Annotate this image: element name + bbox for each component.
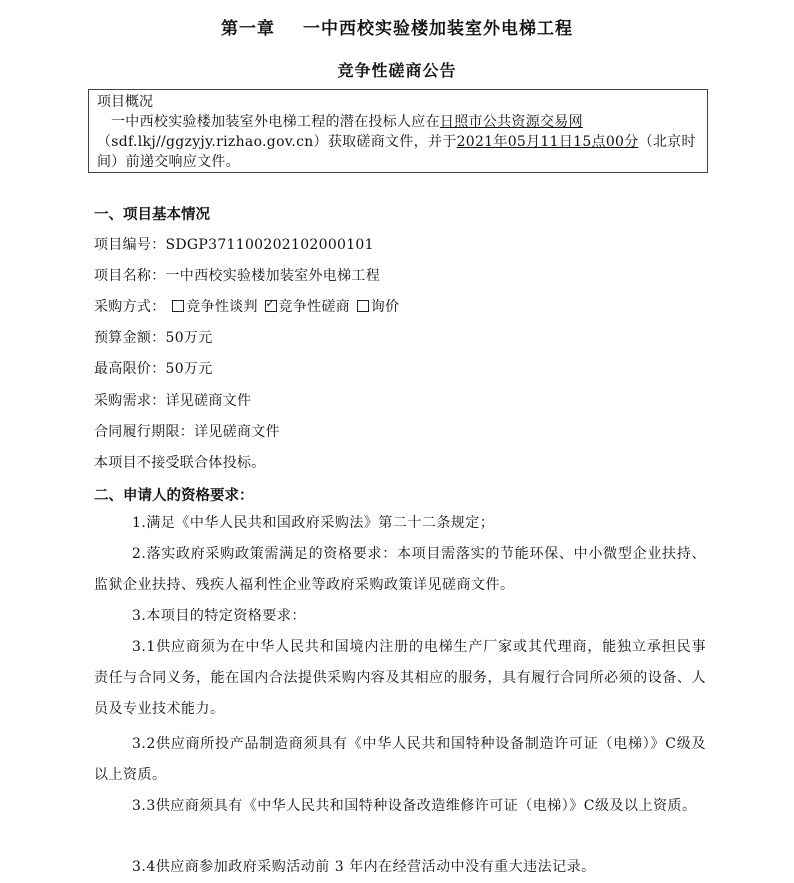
- field-label: 项目名称：: [94, 268, 166, 284]
- contract-term-field: [94, 421, 280, 441]
- field-label: 最高限价：: [94, 361, 166, 377]
- max-price-value: 50万元: [165, 361, 213, 377]
- qualification-item: 1.满足《中华人民共和国政府采购法》第二十二条规定；: [132, 515, 495, 531]
- qualification-item: 3.1供应商须为在中华人民共和国境内注册的电梯生产厂家或其代理商，能独立承担民事责任与合同义务，能在国内合法提供采购内容及其相应的服务，具有履行合同所必须的设备、人员及专业技术能力。: [94, 639, 706, 717]
- field-label: 项目编号：: [94, 237, 166, 253]
- project-overview-box: [88, 89, 708, 173]
- project-name-field: [94, 265, 380, 285]
- overview-body: [97, 112, 701, 172]
- qualification-item: 3.本项目的特定资格要求：: [132, 608, 306, 624]
- section-heading-basic-info: 一、项目基本情况: [94, 207, 210, 223]
- trading-network-link[interactable]: 日照市公共资源交易网: [439, 114, 583, 130]
- method-option-negotiation: 竞争性谈判: [186, 299, 258, 315]
- qualification-item: 3.3供应商须具有《中华人民共和国特种设备改造维修许可证（电梯）》C级及以上资质。: [132, 798, 697, 814]
- overview-title: 项目概况: [97, 94, 153, 110]
- project-number-value: SDGP371100202102000101: [165, 237, 374, 253]
- method-option-consultation: 竞争性磋商: [278, 299, 351, 315]
- checkbox-negotiation: [172, 300, 184, 312]
- checkbox-inquiry: [357, 300, 369, 312]
- field-label: 采购需求：: [94, 393, 166, 409]
- contract-term-value: 详见磋商文件: [194, 424, 280, 440]
- deadline-text: 2021年05月11日15点00分: [456, 134, 639, 150]
- method-option-inquiry: 询价: [370, 299, 400, 315]
- budget-value: 50万元: [165, 330, 213, 346]
- overview-tail-text: （北京时间）前递交响应文件。: [97, 134, 696, 170]
- field-label: 预算金额：: [94, 330, 166, 346]
- consortium-note: 本项目不接受联合体投标。: [94, 455, 266, 471]
- field-label: 合同履行期限：: [94, 424, 195, 440]
- overview-text: 一中西校实验楼加装室外电梯工程的潜在投标人应在: [111, 114, 440, 130]
- field-label: 采购方式：: [94, 299, 166, 315]
- demand-field: [94, 390, 251, 410]
- checkbox-consultation-checked: [265, 300, 277, 312]
- chapter-name: 一中西校实验楼加装室外电梯工程: [303, 19, 573, 39]
- demand-value: 详见磋商文件: [165, 393, 252, 409]
- max-price-field: [94, 358, 213, 378]
- qualification-item: 2.落实政府采购政策需满足的资格要求：本项目需落实的节能环保、中小微型企业扶持、监狱企业扶持、残疾人福利性企业等政府采购政策详见磋商文件。: [94, 546, 706, 593]
- budget-field: [94, 327, 213, 347]
- qualification-item: 3.2供应商所投产品制造商须具有《中华人民共和国特种设备制造许可证（电梯）》C级及以上资质。: [94, 736, 706, 783]
- section-heading-qualifications: 二、申请人的资格要求：: [94, 488, 254, 504]
- chapter-title: [0, 14, 794, 39]
- notice-title: 竞争性磋商公告: [337, 61, 457, 80]
- qualification-item: 3.4供应商参加政府采购活动前 3 年内在经营活动中没有重大违法记录。: [132, 859, 596, 875]
- chapter-label: 第一章: [221, 19, 275, 39]
- procurement-method-field: [94, 296, 399, 316]
- overview-url-text: （sdf.lkj//ggzyjy.rizhao.gov.cn）获取磋商文件，并于: [97, 134, 457, 150]
- project-name-value: 一中西校实验楼加装室外电梯工程: [165, 268, 380, 284]
- project-number-field: [94, 234, 374, 254]
